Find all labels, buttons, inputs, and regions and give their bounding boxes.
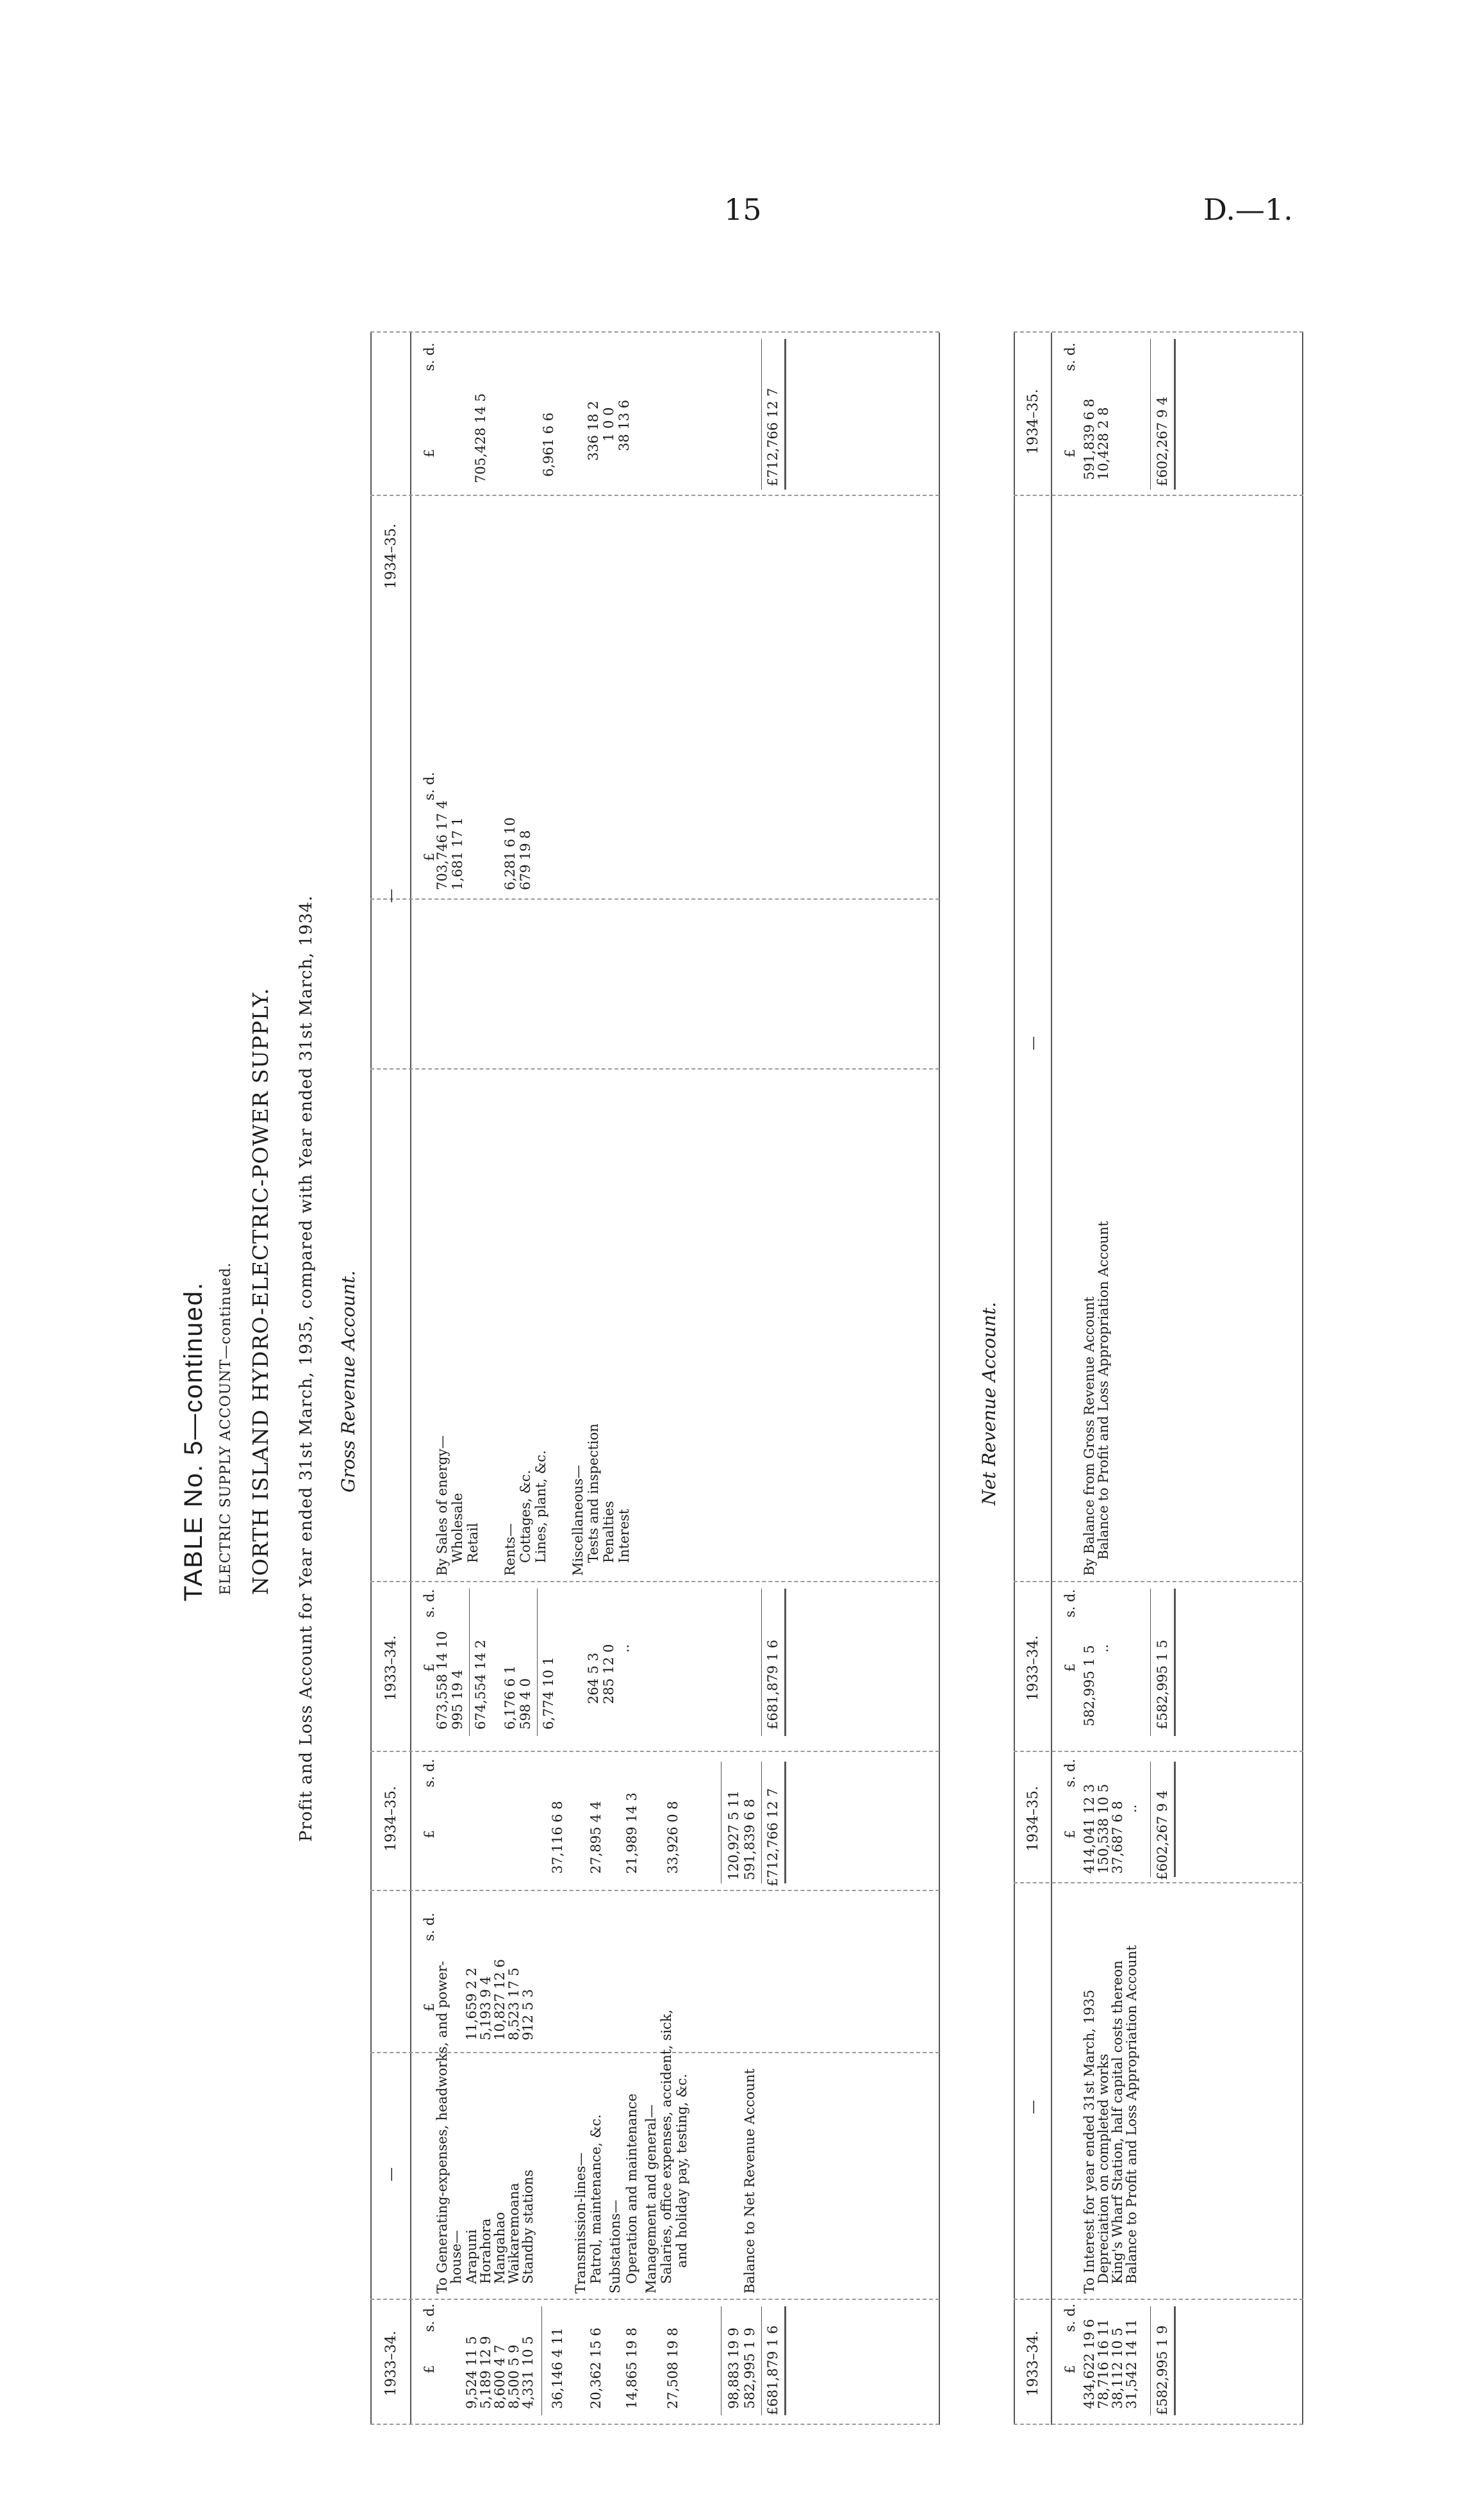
net-debit-prev-year: 1933–34. [1025, 2331, 1041, 2396]
sales-total-prev: 674,554 14 2 [473, 1639, 488, 1730]
item-curr: 8,523 17 5 [506, 1967, 522, 2040]
gross-credit-prev-year: 1933–34. [383, 1635, 399, 1701]
item-prev: 8,500 5 9 [506, 2344, 522, 2409]
net-item-curr: 150,538 10 5 [1096, 1783, 1111, 1874]
gross-debit-prev-year: 1933–34. [383, 2331, 399, 2396]
net-item-label: King's Wharf Station, half capital costs thereon [1110, 1960, 1125, 2284]
item-label: Mangahao [492, 2212, 507, 2284]
transmission-item: Patrol, maintenance, &c. [588, 2114, 604, 2284]
item-curr: 912 5 3 [520, 1988, 536, 2040]
gross-credit-dash: — [383, 889, 399, 903]
penalties-prev: 285 12 0 [601, 1644, 616, 1704]
wholesale-label: Wholesale [450, 1492, 465, 1563]
item-curr: 10,827 12 6 [492, 1959, 507, 2040]
cottages-label: Cottages, &c. [518, 1469, 533, 1563]
page-number: 15 [724, 192, 762, 227]
management-item: Salaries, office expenses, accident, sick, [659, 2009, 674, 2284]
interest-curr: 38 13 6 [616, 399, 632, 451]
gen-total-curr: 37,116 6 8 [550, 1801, 565, 1874]
management-prev: 27,508 19 8 [665, 2327, 680, 2409]
net-credit-prev: .. [1096, 1644, 1111, 1653]
net-credit-curr: 10,428 2 8 [1096, 407, 1111, 480]
gen-expenses-label-2: house— [449, 2230, 464, 2284]
net-credit-dash: — [1025, 1036, 1041, 1050]
net-item-curr: 414,041 12 3 [1082, 1783, 1097, 1874]
item-label: Waikaremoana [506, 2183, 522, 2284]
item-curr: 5,193 9 4 [478, 1976, 493, 2040]
retail-curr: 1,681 17 1 [450, 817, 465, 890]
net-credit-total-prev: £582,995 1 5 [1155, 1639, 1170, 1730]
net-item-prev: 434,622 19 6 [1082, 2319, 1097, 2409]
net-debit-total-prev: £582,995 1 9 [1155, 2325, 1170, 2415]
gross-credit-curr-year: 1934–35. [383, 524, 399, 589]
net-credit-curr: 591,839 6 8 [1082, 399, 1097, 480]
lines-plant-label: Lines, plant, &c. [533, 1450, 548, 1563]
net-item-prev: 38,112 10 5 [1110, 2327, 1125, 2409]
net-debit-curr-year: 1934–35. [1025, 1786, 1041, 1851]
item-label: Horahora [478, 2218, 493, 2284]
lines-plant-curr: 679 19 8 [518, 830, 533, 890]
substations-item: Operation and maintenance [624, 2093, 639, 2284]
item-prev: 8,600 4 7 [492, 2344, 507, 2409]
net-credit-prev-year: 1933–34. [1025, 1635, 1041, 1701]
tests-prev: 264 5 3 [586, 1652, 601, 1704]
net-debit-dash: — [1025, 2100, 1041, 2114]
gross-heading: Gross Revenue Account. [338, 1270, 359, 1492]
management-curr: 33,926 0 8 [665, 1801, 680, 1874]
year-header-rule [410, 333, 411, 2425]
management-label: Management and general— [643, 2104, 659, 2294]
gross-credit-total-curr: £712,766 12 7 [765, 388, 780, 486]
substations-curr: 21,989 14 3 [624, 1792, 639, 1874]
net-credit-curr-year: 1934–35. [1025, 389, 1041, 454]
net-credit-total-curr: £602,267 9 4 [1155, 396, 1170, 486]
cottages-prev: 6,176 6 1 [502, 1665, 518, 1730]
gross-debit-dash: — [383, 2167, 399, 2181]
retail-prev: 995 19 4 [450, 1669, 465, 1730]
item-label: Arapuni [464, 2229, 479, 2284]
transmission-curr: 27,895 4 4 [588, 1801, 604, 1874]
interest-prev: .. [616, 1644, 632, 1653]
gen-expenses-label: To Generating-expenses, headworks, and power- [434, 1961, 450, 2294]
interest-label: Interest [616, 1509, 632, 1563]
rotated-table-sheet: TABLE No. 5—continued. ELECTRIC SUPPLY ACCOUNT—continued. NORTH ISLAND HYDRO-ELECTRIC-POWER SUPPLY. Profit and Loss Account for Year ended 31st March, 1935, compared with Year ended 31st March, 1934. Gross Revenue Account. 1933–34. — 1934–35. 1933–34. — 1934–35. £ s. d. £ s. d. £ s. d. £ s. d. £ s. d. £ s. d. To Generating-expenses, headworks, and power- house— Arapuni Horahora Mangahao Waikaremoana Standby stations 9,524 11 5 5,189 12 9 8,600 4 7 8,500 5 9 4,331 10 5 11,659 2 2 5,193 9 4 10,827 12 6 8,523 17 5 912 5 3 36,146 4 11 37,116 6 8 Transmission-lines— Patrol, maintenance, &c. 20,362 15 6 27,895 4 4 Substations— Operation and maintenance 14,865 19 8 21,989 14 3 Management and general— Salaries, office expenses, accident, sick, and holiday pay, testing, &c. 27,508 19 8 33,926 0 8 98,883 19 9 120,927 5 11 Balance to Net Revenue Account 582,995 1 9 591,839 6 8 £681,879 1 6 £712,766 12 7 By Sales of energy— Wholesale Retail 673,558 14 10 995 19 4 674,554 14 2 703,746 17 4 1,681 17 1 705,428 14 5 Rents— Cottages, &c. Lines, plant, &c. 6,176 6 1 598 4 0 6,774 10 1 6,281 6 10 679 19 8 6,961 6 6 Miscellaneous— Tests and inspection Penalties Interest 264 5 3 285 12 0 .. 336 18 2 1 0 0 38 13 6 £681,879 1 6 £712,766 12 7 Net Revenue Account. 1933–34. — 1934–35. 1933–34. — 1934–35. £ s. d. £ s. d. £ s. d. £ s. d. To Interest for year ended 31st March, 1935 Depreciation on completed works King's Wharf Station, half capital costs thereon Balance to Profit and Loss Appropriation Account 434,622 19 6 78,716 16 11 38,112 10 5 31,542 14 11 414,041 12 3 150,538 10 5 37,687 6 8 .. £582,995 1 9 £602,267 9 4 By Balance from Gross Revenue Account Balance to Profit and Loss Appropriation Account 582,995 1 5 .. 591,839 6 8 10,428 2 8 £582,995 1 5 £602,267 9 4 [0, 275, 1484, 2505]
balance-net-curr: 591,839 6 8 [742, 1799, 757, 1880]
item-prev: 5,189 12 9 [478, 2336, 493, 2409]
cottages-curr: 6,281 6 10 [502, 817, 518, 890]
net-item-curr: 37,687 6 8 [1110, 1801, 1125, 1874]
wholesale-prev: 673,558 14 10 [434, 1631, 450, 1730]
net-debit-total-curr: £602,267 9 4 [1155, 1790, 1170, 1880]
wholesale-curr: 703,746 17 4 [434, 800, 450, 890]
substations-label: Substations— [607, 2199, 623, 2294]
rents-total-curr: 6,961 6 6 [541, 412, 556, 477]
sales-total-curr: 705,428 14 5 [473, 393, 488, 483]
supply-title: NORTH ISLAND HYDRO-ELECTRIC-POWER SUPPLY. [248, 988, 273, 1595]
net-credit-prev: 582,995 1 5 [1082, 1645, 1097, 1726]
net-item-label: To Interest for year ended 31st March, 1935 [1082, 1989, 1097, 2294]
penalties-curr: 1 0 0 [601, 407, 616, 442]
sales-label: By Sales of energy— [434, 1435, 450, 1576]
rents-total-prev: 6,774 10 1 [541, 1657, 556, 1730]
document-code: D.—1. [1203, 192, 1293, 227]
table-top-rule [370, 333, 372, 2425]
rents-label: Rents— [502, 1523, 518, 1576]
retail-label: Retail [465, 1523, 481, 1563]
subtotal-prev: 98,883 19 9 [726, 2327, 741, 2409]
table-title: TABLE No. 5—continued. [179, 1281, 208, 1601]
net-item-prev: 31,542 14 11 [1124, 2319, 1139, 2409]
net-item-label: Balance to Profit and Loss Appropriation Account [1124, 1945, 1139, 2284]
net-item-prev: 78,716 16 11 [1096, 2319, 1111, 2409]
item-curr: 11,659 2 2 [464, 1967, 479, 2040]
gross-credit-total-prev: £681,879 1 6 [765, 1639, 780, 1730]
transmission-prev: 20,362 15 6 [588, 2327, 604, 2409]
item-prev: 4,331 10 5 [520, 2336, 536, 2409]
gross-debit-curr-year: 1934–35. [383, 1786, 399, 1851]
gen-total-prev: 36,146 4 11 [550, 2327, 565, 2409]
item-prev: 9,524 11 5 [464, 2336, 479, 2409]
net-credit-label: By Balance from Gross Revenue Account [1082, 1296, 1097, 1576]
lines-plant-prev: 598 4 0 [518, 1678, 533, 1730]
account-title: ELECTRIC SUPPLY ACCOUNT—continued. [218, 1262, 234, 1595]
net-item-label: Depreciation on completed works [1096, 2053, 1111, 2284]
subtotal-curr: 120,927 5 11 [726, 1790, 741, 1880]
gross-bottom-rule [939, 333, 940, 2425]
net-credit-label: Balance to Profit and Loss Appropriation Account [1096, 1221, 1111, 1560]
net-heading: Net Revenue Account. [978, 1302, 1000, 1505]
net-item-curr: .. [1124, 1804, 1139, 1813]
misc-label: Miscellaneous— [570, 1464, 586, 1576]
substations-prev: 14,865 19 8 [624, 2327, 639, 2409]
management-item-2: and holiday pay, testing, &c. [674, 2074, 689, 2268]
tests-label: Tests and inspection [586, 1423, 601, 1563]
balance-net-label: Balance to Net Revenue Account [742, 2069, 757, 2294]
gross-debit-total-curr: £712,766 12 7 [765, 1788, 780, 1887]
balance-net-prev: 582,995 1 9 [742, 2327, 757, 2409]
tests-curr: 336 18 2 [586, 401, 601, 461]
penalties-label: Penalties [601, 1501, 616, 1563]
period-title: Profit and Loss Account for Year ended 31st March, 1935, compared with Year ended 31st March, 1934. [297, 895, 316, 1842]
item-label: Standby stations [520, 2169, 536, 2284]
transmission-label: Transmission-lines— [573, 2152, 588, 2294]
gross-debit-total-prev: £681,879 1 6 [765, 2325, 780, 2415]
